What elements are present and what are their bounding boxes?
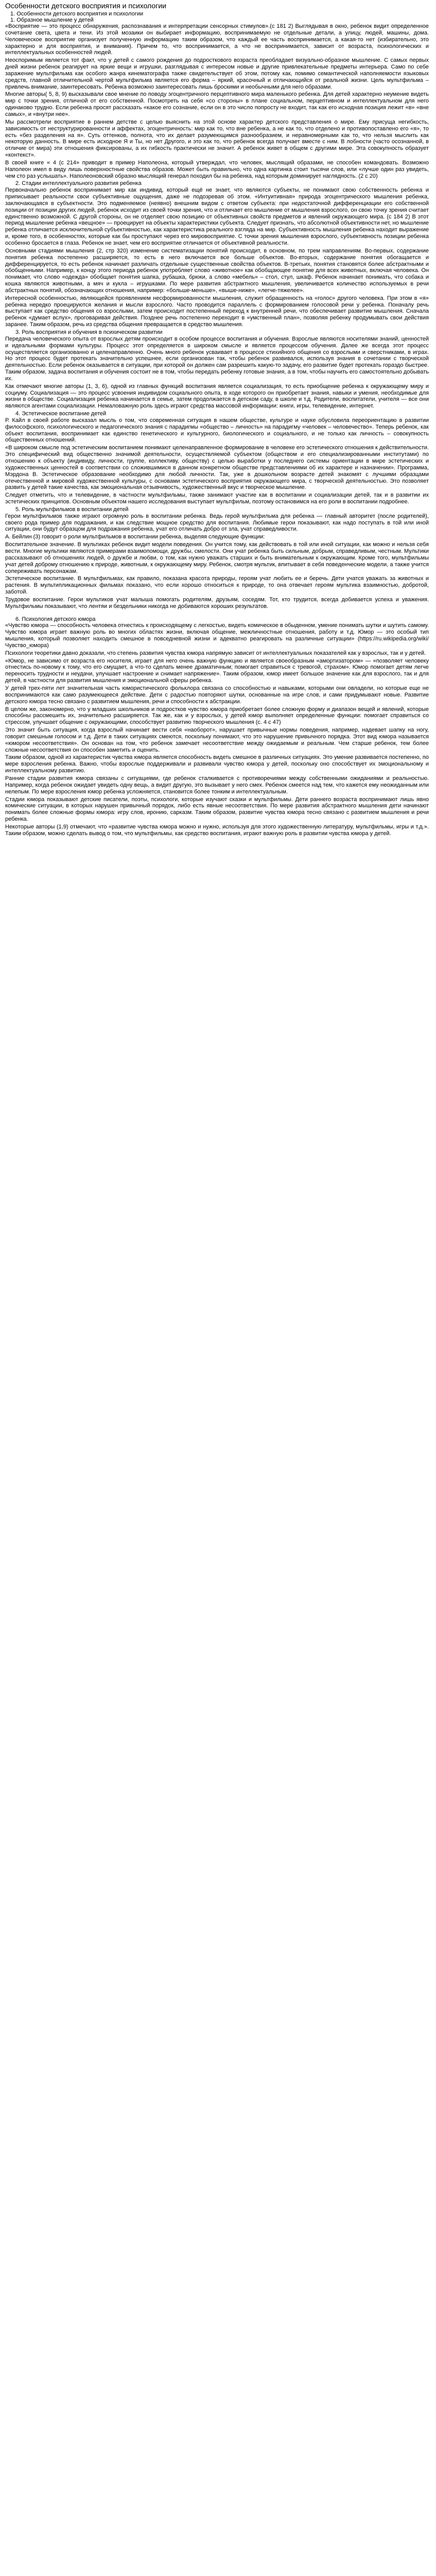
paragraph: Р. Кайл в своей работе высказал мысль о том, что современная ситуация в нашем обществе, культуре и науке обусловила переориентацию в развитии философского, психологического и педагогического знания с парадигмы «общество – личность» на парадигму «человек – человечество». Теперь ребенок, как объект воспитания, воспринимает как единство генетического и культурного, биологического и социального, и не только как личность – совокупность общественных отношений. (5, 417, 429, 444)
paragraph: Интересной особенностью, являющейся проявлением несформированности мышления, служит обращенность на «голос» другого человека. При этом в «я» ребенка нередко проецируются желания и мысли взрослого. Часто проводится параллель с формированием голосовой речи у ребенка. Поначалу речь выступает как средство общения со взрослыми, затем происходит постепенный переход к внутренней речи, что обеспечивает развитие мышления. Сначала ребенок «думает вслух», проговаривая действия. Позднее речь постепенно переходит в «умственный план», позволяя ребенку продумывать свои действия заранее. Таким образом, речь из средства общения превращается в средство мышления. (5, 295, 429, 328)
paragraph: Основными стадиями мышления (2, стр 320) изменение систематизации понятий происходит, в основном, по трем направлениям. Во-первых, содержание понятия ребенка постепенно расширяется, то есть в него включается все больше объектов. Во-вторых, содержание понятия обогащается и дифференцируется, то есть ребенок начинает различать отдельные существенные свойства объектов. В-третьих, понятия становятся более абстрактными и обобщенными. Например, к концу этого периода ребенок употребляет слово «животное» как обобщающее понятие для всех животных, включая человека. Он понимает, что слово «одежда» обобщает понятия шапка, рубашка, брюки, а слово «мебель» – стол, стул, шкаф. Ребенок начинает понимать, что собака и кошка являются животными, а мяч и кукла – игрушками. По мере развития абстрактного мышления, увеличивается количество используемых в речи абстрактных понятий, обозначающих отношения, например: «больше-меньше», «выше-ниже», «легче-тяжелее». (5, 247, 429, 294)
paragraph: Таким образом, одной из характеристик чувства юмора является способность видеть смешное в различных ситуациях. Это умение развивается постепенно, по мере взросления ребенка. Важно, чтобы взрослые поддерживали и развивали чувство юмора у детей, поскольку оно способствует их эмоциональному и интеллектуальному развитию. (5, 754, 429, 774)
paragraph: В целом же, закономерно, что у младших школьников и подростков чувство юмора приобретает более сложную форму и диапазон вещей и явлений, которые способны рассмешить их, значительно расширяется. Так же, как и у взрослых, у детей юмор выполняет определенные функции: помогает справиться со стрессом, улучшает общение с окружающими, способствует развитию творческого мышления (с. 4 с 47) (5, 706, 429, 726)
paragraph: Неоспоримым является тот факт, что у детей с самого рождения до подросткового возраста преобладает визуально-образное мышление. С самых первых дней жизни ребенок реагирует на яркие вещи и игрушки, разглядывая с интересом новые и другие привлекательные предметы интерьера. Само по себе заражение мультфильма как особого жанра кинематографа также свидетельствует об этом, потому как, помимо семантической наполняемости языковых средств, главной отличительной чертой мультфильма является его форма – яркий, красочный и отличающийся от реальной жизни. Цель мультфильма – привлечь внимание, заинтересовать. Ребенка возможно заинтересовать лишь броскими и необычными для него образами. (5, 57, 429, 90)
page-title: Особенности детского восприятия и психологии (5, 2, 166, 10)
paragraph: Некоторые авторы (1,9) отмечают, что «развитие чувства юмора можно и нужно, используя для этого художественную литературу, мультфильмы, игры и т.д.». Таким образом, можно сделать вывод о том, что мультфильмы, как средство воспитания, играют важную роль в развитии чувства юмора у детей. (5, 823, 429, 837)
section-spacer (5, 611, 429, 616)
document-page (0, 0, 436, 837)
toc-item[interactable]: 1. Образное мышление у детей (10, 17, 94, 23)
paragraph: Стадии юмора показывают детские писатели, поэты, психологи, которые изучают сказки и мультфильмы. Дети раннего возраста воспринимают лишь явно комические ситуации, в которых нарушен привычный порядок, либо есть явные несоответствия. По мере развития абстрактного мышления дети начинают понимать более сложные формы юмора: игру слов, иронию, сарказм. Таким образом, развитие чувства юмора тесно связано с развитием мышления и речи ребенка. (5, 796, 429, 823)
section-heading: 6. Психология детского юмора (15, 616, 96, 622)
paragraph: Многие авторы( 5, 8, 9) высказывали свое мнение по поводу эгоцентричного перцептивного мира маленького ребенка. Для детей характерно неумение видеть мир с точки зрения, отличной от его собственной. Посмотреть на себя «со стороны» в плане социальном, перцептивном и интеллектуальном для него одинаково трудно. Если ребенка просят рассказать «какое его сознание, если он в это число попросту не входит, так как его исходная позиция лежит «в» «вне самых», и «внутри нее». (5, 91, 429, 117)
paragraph: Первоначально ребенок воспринимает мир как индивид, который ещё не знает, что являются субъекты, не понимают свою собственность ребенка и приписывает реальности свои субъективные ощущения, даже не подозревая об этом. «Интуитивная» природа эгоцентрического мышления ребенка, заключающаяся в субъектности. Это подменяемое (неявно) внешним видом с ответом субъекта: при недостаточной дифференциации его собственной позиции от позиции других людей, ребенок исходит из своей точки зрения, что и отличает его мышление от мышления взрослого, он свою точку зрения считает единственно возможной. С другой стороны, он не отделяет свою позицию от объективных свойств предметов и явлений окружающего мира. (с 184 2) В этот период мышление ребенка «вещное» — проецирует на объекты характеристики субъекта. Следует признать, что абсолютной объективности нет, но мышление ребенка отличается исключительной субъективностью, как характеристика реального взгляда на мир. Субъективность мышления ребенка находит выражение и, кроме того, в особенностях, которые как бы проступают через его мировосприятие. С точки зрения мышления взрослого, субъективность позиции ребенка особенно бросается в глаза. Ребенок не знает, чем его восприятие отличается от объективной реальности. (5, 187, 429, 246)
paragraph: Мы рассмотрели восприятие в раннем детстве с целью выяснить на этой основе характер детского представления о мире. Ему присуща негибкость, зависимость от неструктурированности и аффектах, эгоцентричность: мир как то, что вне ребенка, а не как то, что отделено и противопоставлено его «я», то есть «без разделения на я». Суть оттенков, полнота, что их делает разумеющимся разнообразием, и неравномерными как то, что нельзя мыслить как некоторую данность. В мире есть исходное Я и Ты, но нет Другого, и это как то, что ребенок всегда получает вместе с ним. В лобности (часто осознанной, в отличие от мира) эти отношения фиксированы, а их гибкость практически не значит. А ребенок живет в общем с другими мире. Эта совокупность образует «контекст». (5, 118, 429, 159)
section-heading: 3. Роль восприятия и обучения в психическом развитии (15, 329, 163, 335)
paragraph: Ранние стадии развития юмора связаны с ситуациями, где ребенок сталкивается с противоречиями между собственными ожиданиями и реальностью. Например, когда ребенок ожидает увидеть одну вещь, а видит другую, это вызывает у него смех. Ребенок смеется над тем, что кажется ему неожиданным или нелепым. По мере взросления юмор ребенка усложняется, становится более тонким и интеллектуальным. (5, 775, 429, 795)
toc-item[interactable]: 1. Особенности детского восприятия и психологии (10, 11, 144, 17)
paragraph: «Восприятие — это процесс обнаружения, распознавания и интерпретации сенсорных стимулов».(с 181 2) Выглядывая в окно, ребенок видит определенное сочетание света, цвета и тени. Из этой мозаики он выбирает информацию, воспринимаемую не отдельные детали, а улицу, людей, машины, дома. Человеческое восприятие организует полученную информацию таким образом, что каждый ее часть воспринимается, а какая-то нет (избирательно, это характерно и для восприятия, и внимания). Причем то, что воспринимается, а что не воспринимается, зависит от возраста, психологических и интеллектуальных особенностей людей. (5, 23, 429, 56)
paragraph: А. Бейлин (3) говорит о роли мультфильмов в воспитании ребенка, выделяя следующие функции: (5, 534, 265, 540)
paragraph: Следует отметить, что и телевидение, в частности мультфильмы, также занимают участие как в воспитании и социализации детей, так и в развитии их эстетических принципов. Основным объектом нашего исследования выступает мультфильм, поэтому остановимся на его роли в воспитании подробнее. (5, 492, 429, 505)
paragraph: Эстетическое воспитание. В мультфильмах, как правило, показана красота природы, героям учат любить ее и беречь. Дети учатся уважать за животных и растения. В мультипликационных фильмах показано, что если хорошо относиться к природе, то она отвечает героям мультика взаимностью, добротой, заботой. (5, 575, 429, 596)
paragraph: Воспитательное значение. В мультиках ребенок видит модели поведения. Он учится тому, как действовать в той или иной ситуации, как можно и нельзя себя вести. Многие мультики являются примерами взаимопомощи, дружбы, смелости. Они учат ребенка быть сильным, добрым, справедливым, честным. Мультики рассказывают об отношениях людей, о дружбе и любви, о том, как нужно уважать старших и быть внимательным к окружающим. Кроме того, мультфильмы учат детей доброму отношению к природе, животным, к окружающему миру. Ребенок, смотря мультик, впитывает в себя поведенческие модели, а также учится сопереживать персонажам. (5, 541, 429, 574)
paragraph: Это значит быть ситуация, когда взрослый начинает вести себя «наоборот», нарушает привычные нормы поведения, например, надевает шапку на ногу, говорит смешным голосом и т.д. Дети в таких ситуациях смеются, поскольку понимают, что это нарушение привычного порядка. Этот вид юмора называется «юмором несоответствия». Он основан на том, что ребенок замечает несоответствие между ожидаемым и реальным. Чем старше ребенок, тем более сложные несоответствия он способен заметить и оценить. (5, 727, 429, 753)
paragraph: В своей книге « 4 (с 214» приводит в пример Наполеона, который утверждал, что человек, мыслящий образами, не способен командовать. Возможно Наполеон имел в виду лишь поверхностные свойства образов. Может быть правильно, что одна картинка стоит тысячи слов, или «лучше один раз увидеть, чем сто раз услышать». Наполеоновский образно мыслящий генерал походил бы на ребенка, над которым доминирует наглядность. (2 с 20) (5, 159, 429, 179)
table-of-contents (5, 11, 429, 23)
paragraph: У детей трех-пяти лет значительная часть юмористического фольклора связана со способностью и навыками, которыми они овладели, но которые еще не воспринимаются как само разумеющееся действие. Дети с радостью повторяют шутки, основанные на игре слов, и сами придумывают новые. Развитие детского юмора тесно связано с развитием мышления, речи и способности к абстракции. (5, 685, 429, 705)
paragraph: «Чувство юмора — способность человека отнестись к происходящему с легкостью, видеть комическое в обыденном, умение понимать шутки и шутить самому. Чувство юмора играет важную роль во многих областях жизни, включая общение, межличностные отношения, работу и т.д. Юмор — это особый тип мышления, который позволяет находить смешное в повседневной жизни и адекватно реагировать на различные ситуации» (https://ru.wikipedia.org/wiki/Чувство_юмора) (5, 622, 429, 649)
paragraph: Психологи теоретики давно доказали, что степень развития чувства юмора напрямую зависит от интеллектуальных показателей как у взрослых, так и у детей. (5, 650, 426, 656)
paragraph: Трудовое воспитание. Герои мультиков учат малыша помогать родителям, друзьям, соседям. Тот, кто трудится, всегда добивается успеха и уважения. Мультфильмы показывают, что лентяи и бездельники никогда не добиваются хороших результатов. (5, 596, 429, 609)
section-heading: 5. Роль мультфильмов в воспитании детей (15, 506, 129, 513)
paragraph: «Юмор, не зависимо от возраста его носителя, играет для него очень важную функцию и является своеобразным «амортизатором» — «позволяет человеку отнестись по-новому к тому, что его смущает, а что-то сделать менее драматичным; помогает справиться с тревогой, страхом». Юмор помогает детям легче переносить трудности и неудачи, улучшает настроение и снимает напряжение». Таким образом, юмор имеет большое значение как для взрослого, так и для детей, в частности для развития мышления и эмоциональной сферы ребенка. (5, 657, 429, 684)
paragraph: «В широком смысле под эстетическим воспитанием понимают целенаправленное формирование в человеке его эстетического отношения к действительности. Это специфический вид общественно значимой деятельности, осуществляемой субъектом (обществом и его специализированными институтами) по отношению к объекту (индивиду, личности, группе, коллективу, обществу) с целью выработки у последнего системы ориентации в мире эстетических и художественных ценностей в соответствии со сложившимися в данном конкретном обществе представлениями об их характере и назначении». Программа, Мэрдона В. Эстетическое образование необходимо для любой личности. Так, уже в дошкольном возрасте детей знакомят с лучшими образцами отечественной и мировой художественной культуры, с основами эстетического восприятия окружающего мира, с творческой деятельностью. Это позволяет развить у детей такие качества, как эмоциональная отзывчивость, художественный вкус и творческое мышление. (5, 445, 429, 491)
paragraph: Передача человеческого опыта от взрослых детям происходит в особом процессе воспитания и обучения. Взрослые являются носителями знаний, ценностей и идеальными формами культуры. Процесс этот определяется в широком смысле и является процессом обучения. Далее же всегда этот процесс осуществляется организованно и целенаправленно. Очень много ребенок усваивает в процессе стихийного общения со взрослыми и сверстниками, в играх. Но этот процесс будет протекать значительно успешнее, если организован так, чтобы ребенок развивался, используя знания в сочетании с творческой деятельностью. Если ребенок оказывается в ситуации, при которой он должен сам разрешить какую-то задачу, его развитие будет протекать гораздо быстрее. Таким образом, задача воспитания и обучения состоит не в том, чтобы передать ребенку готовые знания, а в том, чтобы научить его самостоятельно добывать их. (5, 335, 429, 382)
paragraph: Герои мультфильмов также играют огромную роль в воспитании ребенка. Ведь герой мультфильма для ребенка — главный авторитет (после родителей), своего рода пример для подражания, и как следствие мощное средство для воспитания. Любимые герои показывают, как надо поступать в той или иной ситуации, они будут образцом для подражания ребенка, учат его отличать добро от зла, учат справедливости. (5, 513, 429, 533)
paragraph: Как отмечают многие авторы (1, 3, 6), одной из главных функций воспитания является социализация, то есть приобщение ребенка к окружающему миру и социуму. Социализация — это процесс усвоения индивидом социального опыта, в ходе которого он приобретает знания, навыки и умения, необходимые для жизни в обществе. Социализация ребенка начинается в семье, затем продолжается в детском саду, в школе и т.д. Родители, воспитатели, учителя — все они являются агентами социализации. Немаловажную роль здесь играют средства массовой информации: книги, игры, телевидение, интернет. (5, 383, 429, 410)
section-heading: 4. Эстетическое воспитание детей (15, 411, 107, 417)
section-heading: 2. Стадии интеллектуального развития ребенка (15, 180, 142, 187)
document-body (5, 23, 429, 837)
